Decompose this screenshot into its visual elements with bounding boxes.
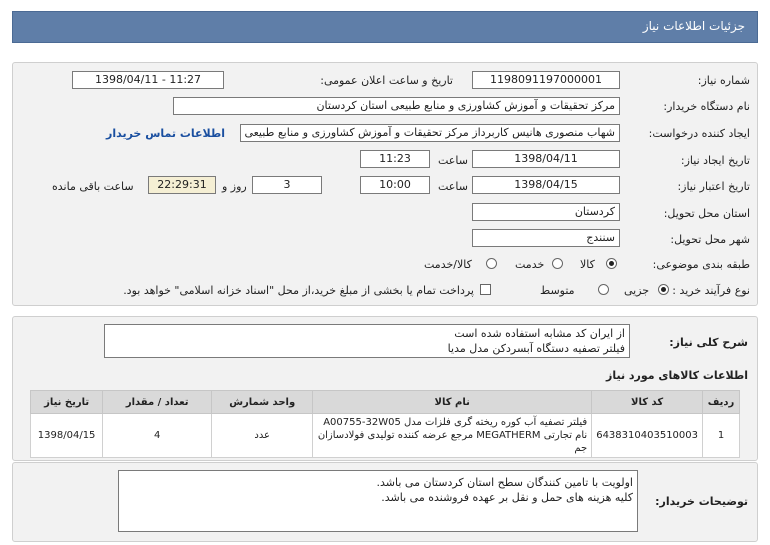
category-radio-goods[interactable] — [606, 258, 617, 269]
col-qty: تعداد / مقدار — [103, 391, 212, 414]
buyer-notes-line-2: کلیه هزینه های حمل و نقل بر عهده فروشنده می باشد. — [381, 491, 633, 504]
cell-unit: عدد — [212, 414, 313, 458]
col-date: تاریخ نیاز — [31, 391, 103, 414]
announce-field: 1398/04/11 - 11:27 — [72, 71, 224, 89]
category-option-goods-service: کالا/خدمت — [424, 258, 472, 271]
created-time-label: ساعت — [438, 154, 468, 167]
summary-line-1: از ایران کد مشابه استفاده شده است — [454, 327, 625, 340]
category-label: طبقه بندی موضوعی: — [652, 258, 750, 271]
created-date-label: تاریخ ایجاد نیاز: — [680, 154, 750, 167]
process-radio-medium[interactable] — [598, 284, 609, 295]
col-unit: واحد شمارش — [212, 391, 313, 414]
city-label: شهر محل تحویل: — [670, 233, 750, 246]
city-field: سنندج — [472, 229, 620, 247]
buyer-label: نام دستگاه خریدار: — [663, 100, 750, 113]
process-radio-minor[interactable] — [658, 284, 669, 295]
buyer-field: مرکز تحقیقات و آموزش کشاورزی و منابع طبیعی استان کردستان — [173, 97, 620, 115]
validity-time-label: ساعت — [438, 180, 468, 193]
cell-row: 1 — [703, 414, 740, 458]
announce-label: تاریخ و ساعت اعلان عمومی: — [320, 74, 453, 87]
cell-qty: 4 — [103, 414, 212, 458]
summary-field — [104, 324, 630, 358]
requester-label: ایجاد کننده درخواست: — [648, 127, 750, 140]
created-date-field: 1398/04/11 — [472, 150, 620, 168]
category-option-goods: کالا — [580, 258, 595, 271]
process-option-medium: متوسط — [540, 284, 575, 297]
summary-label: شرح کلی نیاز: — [669, 336, 748, 349]
goods-table-wrap — [30, 390, 740, 458]
buyer-notes-line-1: اولویت با تامین کنندگان سطح استان کردستان می باشد. — [376, 476, 633, 489]
province-label: استان محل تحویل: — [663, 207, 750, 220]
requester-field: شهاب منصوری هانیس کاربرداز مرکز تحقیقات و آموزش کشاورزی و منابع طبیعی — [240, 124, 620, 142]
category-radio-goods-service[interactable] — [486, 258, 497, 269]
buyer-contact-link[interactable]: اطلاعات تماس خریدار — [106, 127, 226, 140]
validity-date-label: تاریخ اعتبار نیاز: — [677, 180, 750, 193]
col-code: کد کالا — [592, 391, 703, 414]
created-time-field: 11:23 — [360, 150, 430, 168]
process-label: نوع فرآیند خرید : — [672, 284, 750, 297]
buyer-notes-label: توضیحات خریدار: — [655, 495, 748, 508]
cell-name: فیلتر تصفیه آب کوره ریخته گری فلزات مدل A00755-32W05 نام تجارتی MEGATHERM مرجع عرضه کننده تولیدی فولادسازان جم — [313, 414, 592, 458]
col-name: نام کالا — [313, 391, 592, 414]
remaining-time-label: ساعت باقی مانده — [52, 180, 134, 193]
cell-code: 6438310403510003 — [592, 414, 703, 458]
days-label: روز و — [222, 180, 247, 193]
page-title: جزئیات اطلاعات نیاز — [12, 11, 758, 43]
remaining-time-field: 22:29:31 — [148, 176, 216, 194]
treasury-payment-note: پرداخت تمام یا بخشی از مبلغ خرید،از محل "اسناد خزانه اسلامی" خواهد بود. — [123, 284, 474, 297]
process-option-minor: جزیی — [624, 284, 650, 297]
summary-line-2: فیلتر تصفیه دستگاه آبسردکن مدل مدیا — [447, 342, 625, 355]
buyer-notes-field — [118, 470, 638, 532]
category-option-service: خدمت — [515, 258, 545, 271]
need-number-label: شماره نیاز: — [697, 74, 750, 87]
province-field: کردستان — [472, 203, 620, 221]
goods-table-header — [31, 391, 740, 414]
goods-section-title: اطلاعات کالاهای مورد نیاز — [606, 369, 748, 382]
validity-time-field: 10:00 — [360, 176, 430, 194]
table-row — [31, 414, 740, 458]
col-row: ردیف — [703, 391, 740, 414]
remaining-days-field: 3 — [252, 176, 322, 194]
validity-date-field: 1398/04/15 — [472, 176, 620, 194]
goods-table — [30, 390, 740, 458]
need-number-field: 1198091197000001 — [472, 71, 620, 89]
cell-date: 1398/04/15 — [31, 414, 103, 458]
category-radio-service[interactable] — [552, 258, 563, 269]
treasury-payment-checkbox[interactable] — [480, 284, 491, 295]
